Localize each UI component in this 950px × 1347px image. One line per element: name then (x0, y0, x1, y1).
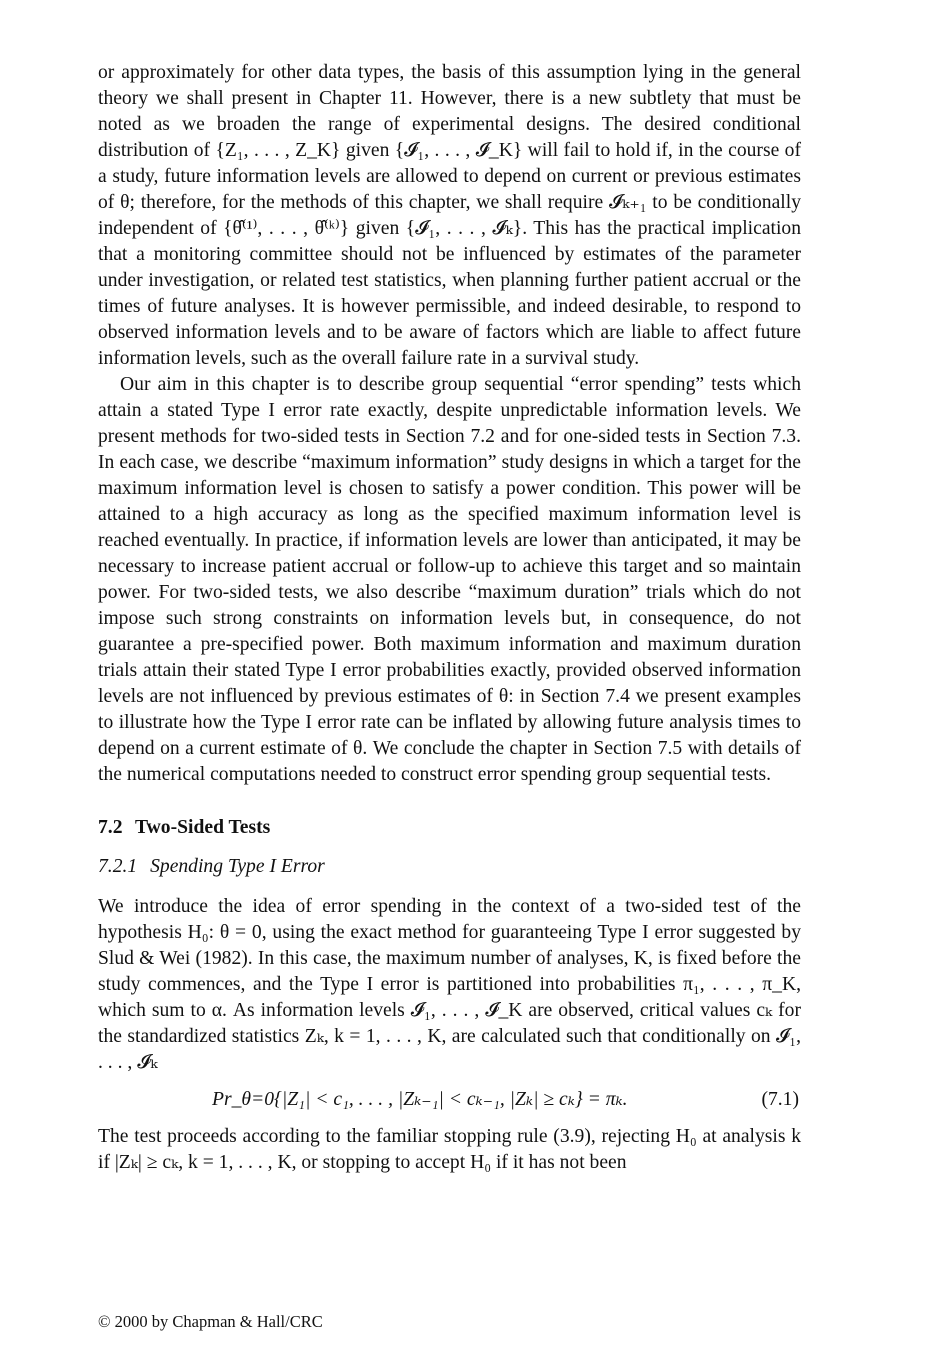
page-body (98, 60, 801, 1176)
equation-label: (7.1) (761, 1089, 799, 1110)
section-number: 7.2 (98, 817, 123, 838)
equation-body: Pr_θ=0{|Z₁| < c₁, . . . , |Zₖ₋₁| < cₖ₋₁, |Zₖ| ≥ cₖ} = πₖ. (212, 1089, 628, 1110)
section-heading (98, 815, 801, 841)
paragraph-4: The test proceeds according to the familiar stopping rule (3.9), rejecting H₀ at analysis k if |Zₖ| ≥ cₖ, k = 1, . . . , K, or stopping to accept H₀ if it has not been (98, 1126, 801, 1173)
paragraph-1: or approximately for other data types, the basis of this assumption lying in the general theory we shall present in Chapter 11. However, there is a new subtlety that must be noted as we broaden the range of experimental designs. The desired conditional distribution of {Z₁, . . . , Z_K} given {𝓘₁, . . . , 𝓘_K} will fail to hold if, in the course of a study, future information levels are allowed to depend on current or previous estimates of θ; therefore, for the methods of this chapter, we shall require 𝓘ₖ₊₁ to be conditionally independent of {θ̂⁽¹⁾, . . . , θ̂⁽ᵏ⁾} given {𝓘₁, . . . , 𝓘ₖ}. This has the practical implication that a monitoring committee should not be influenced by estimates of the parameter under investigation, or related test statistics, when planning further patient accrual or the times of future analyses. It is however permissible, and indeed desirable, to respond to observed information levels and to be aware of factors which are liable to affect future information levels, such as the overall failure rate in a survival study. (98, 62, 801, 369)
subsection-title: Spending Type I Error (150, 856, 325, 877)
paragraph-3: We introduce the idea of error spending in the context of a two-sided test of the hypothesis H₀: θ = 0, using the exact method for guaranteeing Type I error suggested by Slud & Wei (1982). In this case, the maximum number of analyses, K, is fixed before the study commences, and the Type I error is partitioned into probabilities π₁, . . . , π_K, which sum to α. As information levels 𝓘₁, . . . , 𝓘_K are observed, critical values cₖ for the standardized statistics Zₖ, k = 1, . . . , K, are calculated such that conditionally on 𝓘₁, . . . , 𝓘ₖ (98, 896, 801, 1073)
subsection-number: 7.2.1 (98, 856, 138, 877)
equation-7-1 (98, 1087, 801, 1113)
subsection-heading (98, 854, 801, 880)
copyright-footer: © 2000 by Chapman & Hall/CRC (98, 1312, 323, 1331)
paragraph-2: Our aim in this chapter is to describe group sequential “error spending” tests which attain a stated Type I error rate exactly, despite unpredictable information levels. We present methods for two-sided tests in Section 7.2 and for one-sided tests in Section 7.3. In each case, we describe “maximum information” study designs in which a target for the maximum information level is chosen to satisfy a power condition. This power will be attained to a high accuracy as long as the specified maximum information level is reached eventually. In practice, if information levels are lower than anticipated, it may be necessary to increase patient accrual or follow-up to achieve this target and so maintain power. For two-sided tests, we also describe “maximum duration” trials which do not impose such strong constraints on information levels but, in consequence, do not guarantee a pre-specified power. Both maximum information and maximum duration trials attain their stated Type I error probabilities exactly, provided observed information levels are not influenced by previous estimates of θ: in Section 7.4 we present examples to illustrate how the Type I error rate can be inflated by allowing future analysis times to depend on a current estimate of θ. We conclude the chapter in Section 7.5 with details of the numerical computations needed to construct error spending group sequential tests. (98, 374, 801, 785)
section-title: Two-Sided Tests (135, 817, 271, 838)
